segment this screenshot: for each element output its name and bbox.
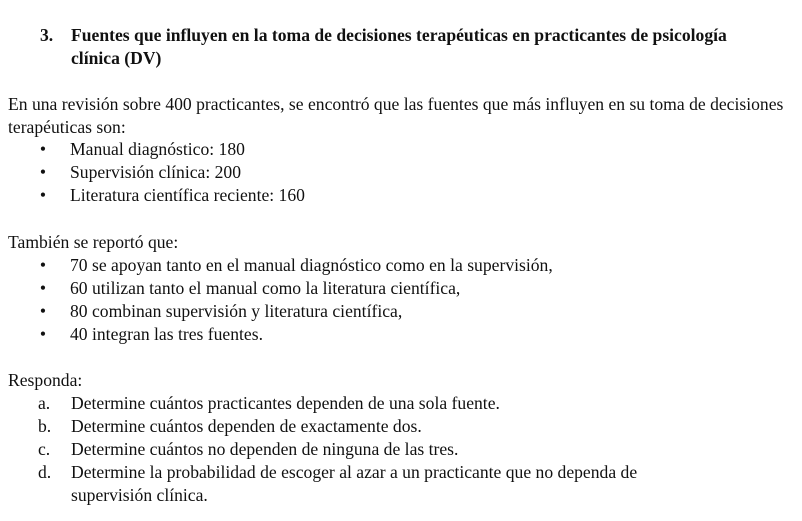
intro-paragraph: En una revisión sobre 400 practicantes, se encontró que las fuentes que más influyen en su toma de decisiones terapéuticas son: (8, 94, 784, 137)
list-item (0, 254, 780, 277)
source-text: Manual diagnóstico: 180 (70, 139, 245, 159)
question-marker: a. (38, 393, 51, 413)
list-item (0, 392, 780, 415)
list-item (0, 184, 780, 207)
list-item (0, 461, 711, 507)
also-reported-label: También se reportó que: (8, 232, 179, 252)
bullet-icon: • (39, 185, 47, 205)
question-marker: d. (38, 462, 52, 482)
bullet-icon: • (39, 278, 47, 298)
bullet-icon: • (39, 301, 47, 321)
list-item (0, 277, 780, 300)
list-item (0, 415, 780, 438)
list-item (0, 300, 780, 323)
list-item (0, 161, 780, 184)
bullet-icon: • (39, 255, 47, 275)
question-marker: b. (38, 416, 52, 436)
bullet-icon: • (39, 324, 47, 344)
list-item (0, 323, 780, 346)
question-marker: c. (38, 439, 51, 459)
list-item (0, 138, 780, 161)
overlap-text: 70 se apoyan tanto en el manual diagnóstico como en la supervisión, (70, 255, 553, 275)
overlaps-list (0, 254, 780, 346)
bullet-icon: • (39, 162, 47, 182)
overlap-text: 40 integran las tres fuentes. (70, 324, 263, 344)
list-item (0, 438, 780, 461)
exercise-number: 3. (40, 25, 54, 45)
exercise-heading (40, 24, 760, 70)
overlap-text: 80 combinan supervisión y literatura científica, (70, 301, 403, 321)
question-text: Determine cuántos no dependen de ninguna de las tres. (71, 439, 459, 459)
questions-list (0, 392, 780, 507)
question-text: Determine la probabilidad de escoger al azar a un practicante que no dependa de supervisión clínica. (71, 462, 638, 505)
bullet-icon: • (39, 139, 47, 159)
sources-list (0, 138, 780, 207)
respond-label: Responda: (8, 370, 83, 390)
question-text: Determine cuántos practicantes dependen de una sola fuente. (71, 393, 500, 413)
overlap-text: 60 utilizan tanto el manual como la literatura científica, (70, 278, 461, 298)
exercise-title: Fuentes que influyen en la toma de decisiones terapéuticas en practicantes de psicología clínica (DV) (71, 25, 727, 68)
question-text: Determine cuántos dependen de exactamente dos. (71, 416, 422, 436)
source-text: Supervisión clínica: 200 (70, 162, 242, 182)
source-text: Literatura científica reciente: 160 (70, 185, 305, 205)
